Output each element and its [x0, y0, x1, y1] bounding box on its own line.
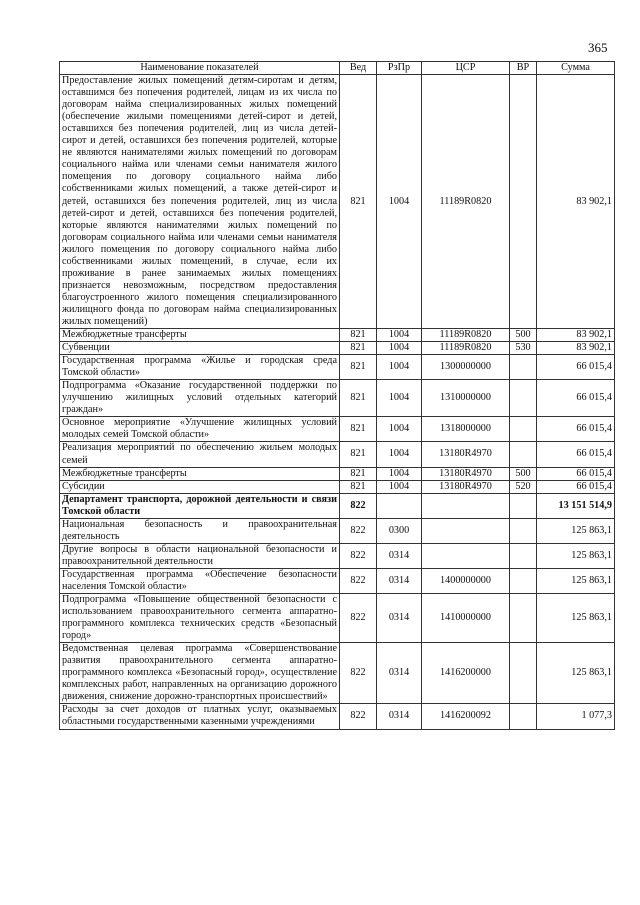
- cell-csr: 13180R4970: [422, 442, 510, 467]
- cell-sum: 66 015,4: [537, 380, 615, 417]
- table-row: [60, 467, 615, 480]
- cell-csr: 1318000000: [422, 417, 510, 442]
- table-row: [60, 518, 615, 543]
- header-name: Наименование показателей: [60, 62, 340, 75]
- cell-vr: [510, 643, 537, 704]
- cell-csr: 11189R0820: [422, 75, 510, 329]
- cell-ved: 821: [340, 329, 377, 342]
- cell-ved: 822: [340, 643, 377, 704]
- cell-ved: 822: [340, 594, 377, 643]
- cell-vr: [510, 75, 537, 329]
- table-row: [60, 643, 615, 704]
- cell-vr: [510, 568, 537, 593]
- table-row: [60, 594, 615, 643]
- cell-sum: 125 863,1: [537, 543, 615, 568]
- table-body: [60, 75, 615, 729]
- cell-ved: 821: [340, 342, 377, 355]
- cell-sum: 83 902,1: [537, 75, 615, 329]
- cell-sum: 125 863,1: [537, 518, 615, 543]
- cell-rzpr: 1004: [377, 342, 422, 355]
- cell-csr: 11189R0820: [422, 329, 510, 342]
- cell-name: Основное мероприятие «Улучшение жилищных условий молодых семей Томской области»: [60, 417, 340, 442]
- cell-rzpr: 0314: [377, 704, 422, 729]
- cell-csr: 1300000000: [422, 355, 510, 380]
- cell-name: Ведомственная целевая программа «Совершенствование развития правоохранительного сегмента аппаратно-программного комплекса «Безопасный город», осуществление комплексных работ, направленных на организацию дорожного движения, снижение дорожно-транспортных происшествий»: [60, 643, 340, 704]
- cell-ved: 822: [340, 493, 377, 518]
- cell-ved: 822: [340, 704, 377, 729]
- table-row: [60, 342, 615, 355]
- cell-ved: 821: [340, 75, 377, 329]
- cell-ved: 822: [340, 518, 377, 543]
- cell-vr: [510, 594, 537, 643]
- cell-csr: 13180R4970: [422, 480, 510, 493]
- cell-name: Национальная безопасность и правоохранительная деятельность: [60, 518, 340, 543]
- cell-vr: [510, 442, 537, 467]
- cell-name: Субвенции: [60, 342, 340, 355]
- cell-ved: 821: [340, 417, 377, 442]
- header-ved: Вед: [340, 62, 377, 75]
- cell-rzpr: 0314: [377, 568, 422, 593]
- cell-vr: [510, 518, 537, 543]
- cell-sum: 83 902,1: [537, 329, 615, 342]
- cell-name: Подпрограмма «Повышение общественной безопасности с использованием правоохранительного сегмента аппаратно-программного комплекса технических средств «Безопасный город»: [60, 594, 340, 643]
- table-row: [60, 417, 615, 442]
- table-row: [60, 493, 615, 518]
- cell-name: Предоставление жилых помещений детям-сиротам и детям, оставшимся без попечения родителей, лицам из их числа по договорам найма специализированных жилых помещений (обеспечение жилыми помещениями детей-сирот и детей, оставшихся без попечения родителей, лиц из числа детей-сирот и детей, оставшихся без попечения родителей, которые не являются нанимателями жилых помещений по договорам социального найма или членами семьи нанимателя жилого помещения по договору социального найма либо собственниками жилых помещений, а также детей-сирот и детей, оставшихся без попечения родителей, лиц из числа детей-сирот и детей, оставшихся без попечения родителей, которые являются нанимателями жилых помещений по договорам социального найма или членами семьи нанимателя жилого помещения по договору социального найма либо собственниками жилых помещений, в случае, если их проживание в ранее занимаемых жилых помещениях признается невозможным, посредством предоставления благоустроенного жилого помещения специализированного жилищного фонда по договорам найма специализированных жилых помещений): [60, 75, 340, 329]
- cell-vr: [510, 493, 537, 518]
- cell-csr: 1310000000: [422, 380, 510, 417]
- cell-name: Реализация мероприятий по обеспечению жильем молодых семей: [60, 442, 340, 467]
- cell-vr: 530: [510, 342, 537, 355]
- cell-csr: 1416200092: [422, 704, 510, 729]
- cell-csr: 13180R4970: [422, 467, 510, 480]
- cell-sum: 83 902,1: [537, 342, 615, 355]
- cell-rzpr: 1004: [377, 417, 422, 442]
- cell-name: Межбюджетные трансферты: [60, 467, 340, 480]
- cell-sum: 66 015,4: [537, 355, 615, 380]
- header-sum: Сумма: [537, 62, 615, 75]
- table-row: [60, 442, 615, 467]
- cell-vr: [510, 704, 537, 729]
- table-header-row: [60, 62, 615, 75]
- table-row: [60, 480, 615, 493]
- cell-csr: [422, 518, 510, 543]
- budget-table: [59, 61, 615, 730]
- cell-vr: [510, 355, 537, 380]
- cell-sum: 13 151 514,9: [537, 493, 615, 518]
- cell-rzpr: 0314: [377, 643, 422, 704]
- cell-vr: 500: [510, 467, 537, 480]
- cell-name: Государственная программа «Обеспечение безопасности населения Томской области»: [60, 568, 340, 593]
- cell-name: Департамент транспорта, дорожной деятельности и связи Томской области: [60, 493, 340, 518]
- cell-ved: 821: [340, 355, 377, 380]
- cell-rzpr: 1004: [377, 480, 422, 493]
- header-csr: ЦСР: [422, 62, 510, 75]
- cell-rzpr: 1004: [377, 467, 422, 480]
- cell-name: Субсидии: [60, 480, 340, 493]
- cell-sum: 125 863,1: [537, 643, 615, 704]
- cell-csr: 1410000000: [422, 594, 510, 643]
- page-number: 365: [588, 40, 608, 55]
- cell-sum: 125 863,1: [537, 594, 615, 643]
- cell-name: Расходы за счет доходов от платных услуг, оказываемых областными государственными казенными учреждениями: [60, 704, 340, 729]
- table-row: [60, 543, 615, 568]
- cell-rzpr: [377, 493, 422, 518]
- cell-csr: 1400000000: [422, 568, 510, 593]
- cell-vr: [510, 543, 537, 568]
- cell-name: Подпрограмма «Оказание государственной поддержки по улучшению жилищных условий отдельных категорий граждан»: [60, 380, 340, 417]
- cell-rzpr: 1004: [377, 442, 422, 467]
- cell-vr: 500: [510, 329, 537, 342]
- cell-ved: 822: [340, 568, 377, 593]
- cell-csr: [422, 493, 510, 518]
- cell-rzpr: 1004: [377, 329, 422, 342]
- cell-rzpr: 0300: [377, 518, 422, 543]
- header-rzpr: РзПр: [377, 62, 422, 75]
- cell-sum: 125 863,1: [537, 568, 615, 593]
- cell-ved: 821: [340, 480, 377, 493]
- cell-name: Межбюджетные трансферты: [60, 329, 340, 342]
- cell-name: Другие вопросы в области национальной безопасности и правоохранительной деятельности: [60, 543, 340, 568]
- cell-ved: 822: [340, 543, 377, 568]
- cell-csr: [422, 543, 510, 568]
- cell-rzpr: 0314: [377, 543, 422, 568]
- cell-sum: 66 015,4: [537, 467, 615, 480]
- cell-rzpr: 0314: [377, 594, 422, 643]
- cell-ved: 821: [340, 467, 377, 480]
- cell-csr: 1416200000: [422, 643, 510, 704]
- cell-vr: [510, 417, 537, 442]
- header-vr: ВР: [510, 62, 537, 75]
- cell-sum: 66 015,4: [537, 417, 615, 442]
- cell-rzpr: 1004: [377, 75, 422, 329]
- cell-rzpr: 1004: [377, 380, 422, 417]
- table-row: [60, 704, 615, 729]
- table-row: [60, 75, 615, 329]
- cell-sum: 66 015,4: [537, 480, 615, 493]
- cell-ved: 821: [340, 380, 377, 417]
- cell-vr: [510, 380, 537, 417]
- cell-sum: 66 015,4: [537, 442, 615, 467]
- cell-ved: 821: [340, 442, 377, 467]
- cell-sum: 1 077,3: [537, 704, 615, 729]
- table-row: [60, 380, 615, 417]
- table-row: [60, 568, 615, 593]
- cell-csr: 11189R0820: [422, 342, 510, 355]
- table-row: [60, 329, 615, 342]
- cell-rzpr: 1004: [377, 355, 422, 380]
- cell-name: Государственная программа «Жилье и городская среда Томской области»: [60, 355, 340, 380]
- table-row: [60, 355, 615, 380]
- cell-vr: 520: [510, 480, 537, 493]
